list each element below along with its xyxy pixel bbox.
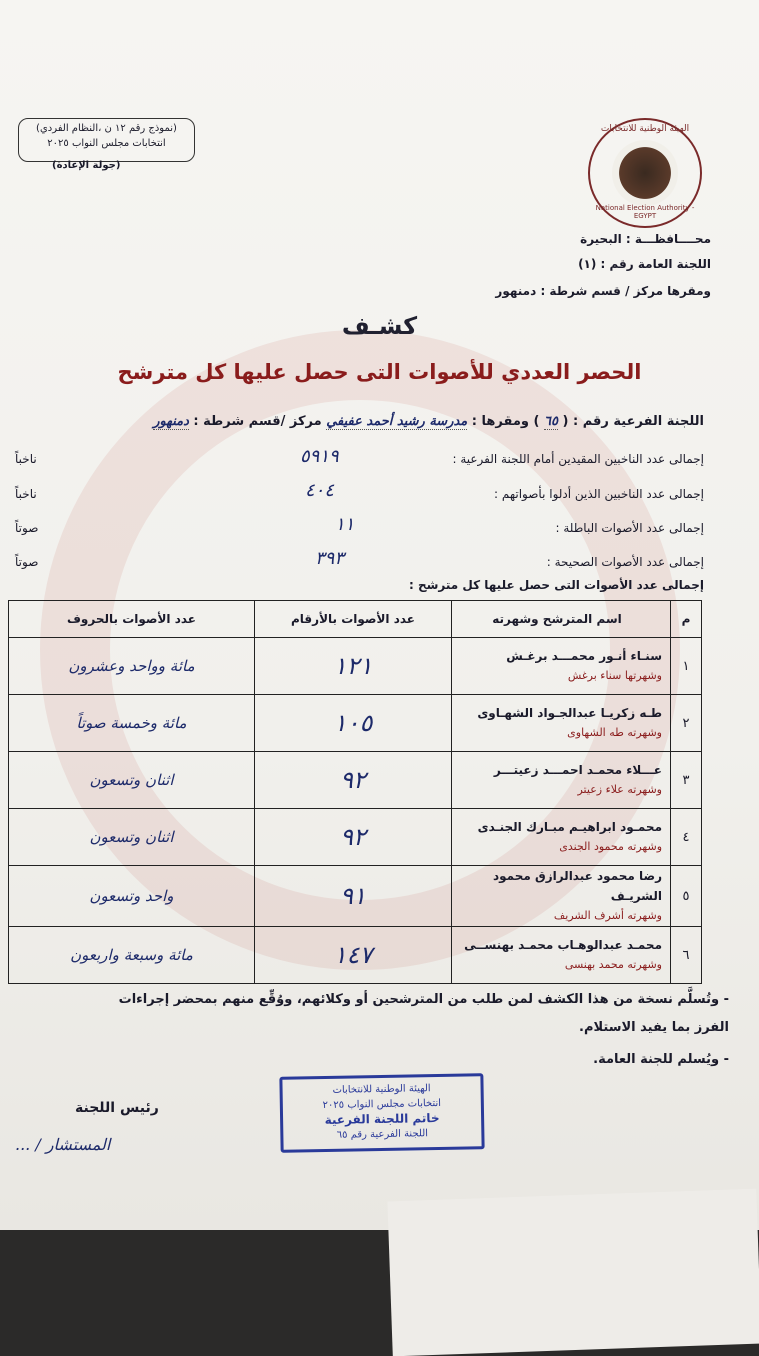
candidate-cell <box>452 927 671 984</box>
subcommittee-line <box>153 414 704 429</box>
president-label: رئيس اللجنة <box>75 1100 159 1116</box>
votes-words: واحد وتسعون <box>9 866 255 927</box>
votes-words: مائة وواحد وعشرون <box>9 638 255 695</box>
header-index: م <box>671 601 702 638</box>
total-invalid-label: إجمالى عدد الأصوات الباطلة : <box>555 521 704 535</box>
document-title: كشـف <box>341 312 418 340</box>
votes-digits: ١٤٧ <box>255 927 452 984</box>
table-row <box>9 866 702 927</box>
stamp-line-3: خاتم اللجنة الفرعية <box>324 1110 440 1128</box>
votes-digits: ٩٢ <box>255 809 452 866</box>
total-registered-label: إجمالى عدد الناخبين المقيدين أمام اللجنة الفرعية : <box>452 452 704 466</box>
candidate-cell <box>452 752 671 809</box>
candidate-cell <box>452 809 671 866</box>
header-votes-digits: عدد الأصوات بالأرقام <box>255 601 452 638</box>
total-valid-unit: صوتاً <box>15 555 39 569</box>
candidate-fame: وشهرته محمد بهنسى <box>564 958 662 971</box>
votes-words: مائة وسبعة واربعون <box>9 927 255 984</box>
candidate-name: طـه زكريـا عبدالجـواد الشهـاوى <box>477 706 662 720</box>
stamp-line-2: انتخابات مجلس النواب ٢٠٢٥ <box>322 1097 442 1112</box>
row-index: ٢ <box>671 695 702 752</box>
votes-table <box>8 600 702 984</box>
table-row <box>9 638 702 695</box>
table-row <box>9 695 702 752</box>
votes-digits: ١٢١ <box>255 638 452 695</box>
votes-digits: ٩١ <box>255 866 452 927</box>
election-authority-logo <box>588 118 702 228</box>
president-signature: المستشار / ... <box>15 1135 111 1154</box>
total-invalid-value: ١١ <box>335 514 355 535</box>
row-index: ٥ <box>671 866 702 927</box>
votes-words: مائة وخمسة صوتاً <box>9 695 255 752</box>
table-header-row <box>9 601 702 638</box>
total-voted-unit: ناخباً <box>15 487 37 501</box>
total-invalid-unit: صوتاً <box>15 521 39 535</box>
votes-words: اثنان وتسعون <box>9 809 255 866</box>
total-registered-value: ٥٩١٩ <box>300 446 339 467</box>
candidate-name: سنـاء أنـور محمـــد برغـش <box>506 649 662 663</box>
candidate-fame: وشهرته أشرف الشريف <box>553 909 662 922</box>
votes-words: اثنان وتسعون <box>9 752 255 809</box>
candidate-fame: وشهرتها سناء برغش <box>567 669 662 682</box>
subcommittee-label: اللجنة الفرعية رقم : ( <box>562 414 704 429</box>
subcommittee-number: ٦٥ <box>544 414 558 429</box>
row-index: ٤ <box>671 809 702 866</box>
candidate-name: رضا محمود عبدالرازق محمود الشريـف <box>492 869 662 903</box>
candidate-cell <box>452 695 671 752</box>
logo-text-ar: الهيئة الوطنية للانتخابات <box>600 124 690 134</box>
votes-digits: ٩٢ <box>255 752 452 809</box>
center-value: دمنهور <box>153 414 189 429</box>
total-registered-unit: ناخباً <box>15 452 37 466</box>
candidate-name: محمـود ابراهيـم مبـارك الجنـدى <box>477 820 662 834</box>
candidate-cell <box>452 638 671 695</box>
candidate-name: عـــلاء محمـد احمـــد زعيتـــر <box>493 763 662 777</box>
candidate-fame: وشهرته علاء زعيتر <box>577 783 662 796</box>
document-subtitle: الحصر العددي للأصوات التى حصل عليها كل مترشح <box>117 360 642 384</box>
eagle-emblem-icon <box>612 140 678 206</box>
second-sheet <box>387 1189 759 1356</box>
footer-note-2: الفرز بما يفيد الاستلام. <box>579 1020 729 1035</box>
form-line-1: (نموذج رقم ١٢ ن ،النظام الفردي) <box>36 123 177 134</box>
header-votes-words: عدد الأصوات بالحروف <box>9 601 255 638</box>
total-voted-value: ٤٠٤ <box>305 480 335 501</box>
subcommittee-hq-label: ) ومقرها : <box>471 414 540 429</box>
row-index: ٣ <box>671 752 702 809</box>
subcommittee-hq-value: مدرسة رشيد أحمد عفيفي <box>326 414 468 429</box>
form-number-box <box>18 118 195 162</box>
form-line-2: انتخابات مجلس النواب ٢٠٢٥ <box>47 138 166 149</box>
footer-note-3: - ويُسلم للجنة العامة. <box>593 1052 729 1067</box>
candidate-name: محمـد عبدالوهـاب محمـد بهنســى <box>464 938 662 952</box>
candidate-fame: وشهرته محمود الجندى <box>559 840 662 853</box>
total-valid-value: ٣٩٣ <box>315 548 345 569</box>
row-index: ١ <box>671 638 702 695</box>
round-label: (جولة الإعادة) <box>52 160 121 171</box>
official-stamp <box>279 1073 484 1153</box>
center-label: مركز /قسم شرطة : <box>193 414 322 429</box>
candidate-cell <box>452 866 671 927</box>
logo-text-en: National Election Authority - EGYPT <box>595 204 695 220</box>
stamp-line-1: الهيئة الوطنية للانتخابات <box>332 1083 431 1096</box>
table-row <box>9 927 702 984</box>
footer-note-1: - وتُسلَّم نسخة من هذا الكشف لمن طلب من المترشحين أو وكلائهم، ووُقِّع منهم بمحضر إجراءات <box>118 992 729 1007</box>
table-intro: إجمالى عدد الأصوات التى حصل عليها كل مترشح : <box>408 578 704 592</box>
hq-line: ومقرها مركز / قسم شرطة : دمنهور <box>495 284 711 298</box>
governorate-line: محــــافظـــة : البحيرة <box>580 232 711 246</box>
table-row <box>9 809 702 866</box>
candidate-fame: وشهرته طه الشهاوى <box>567 726 662 739</box>
votes-digits: ١٠٥ <box>255 695 452 752</box>
total-valid-label: إجمالى عدد الأصوات الصحيحة : <box>546 555 704 569</box>
row-index: ٦ <box>671 927 702 984</box>
table-row <box>9 752 702 809</box>
stamp-line-4: اللجنة الفرعية رقم ٦٥ <box>336 1128 429 1141</box>
total-voted-label: إجمالى عدد الناخبين الذين أدلوا بأصواتهم : <box>493 487 704 501</box>
header-candidate: اسم المترشح وشهرته <box>452 601 671 638</box>
general-committee-line: اللجنة العامة رقم : (١) <box>578 257 711 271</box>
